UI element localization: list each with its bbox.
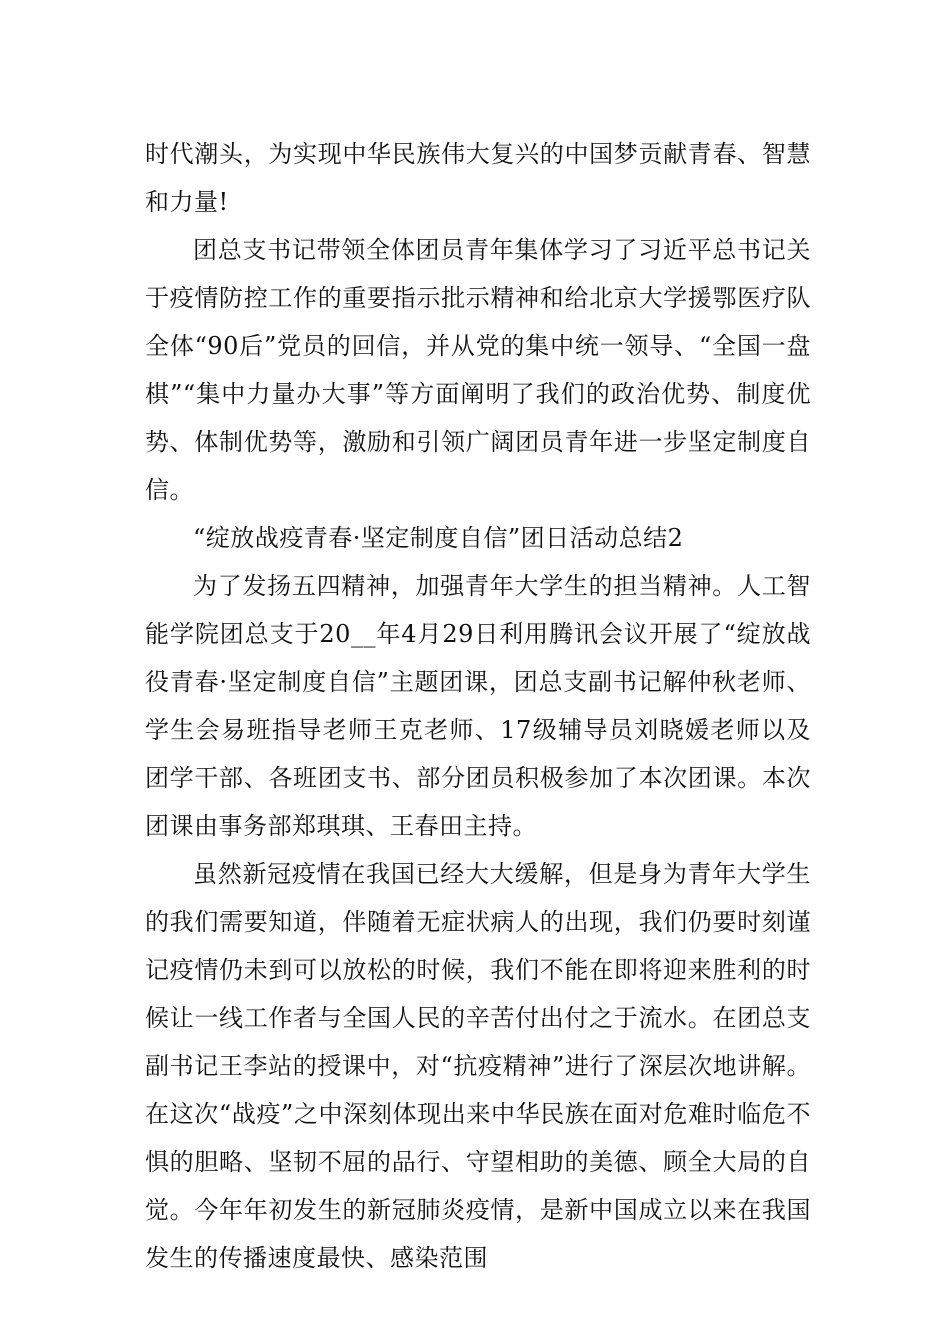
paragraph-continuation: 时代潮头，为实现中华民族伟大复兴的中国梦贡献青春、智慧和力量!: [145, 140, 811, 216]
paragraph-epidemic-spirit: 虽然新冠疫情在我国已经大大缓解，但是身为青年大学生的我们需要知道，伴随着无症状病人的出现，我们仍要时刻谨记疫情仍未到可以放松的时候，我们不能在即将迎来胜利的时候让一线工作者与全国人民的辛苦付出付之于流水。在团总支副书记王李站的授课中，对“抗疫精神”进行了深层次地讲解。在这次“战疫”之中深刻体现出来中华民族在面对危难时临危不惧的胆略、坚韧不屈的品行、守望相助的美德、顾全大局的自觉。今年年初发生的新冠肺炎疫情，是新中国成立以来在我国发生的传播速度最快、感染范围: [145, 860, 811, 1272]
paragraph-study-session: 团总支书记带领全体团员青年集体学习了习近平总书记关于疫情防控工作的重要指示批示精神和给北京大学援鄂医疗队全体“90后”党员的回信，并从党的集中统一领导、“全国一盘棋”“集中力量办大事”等方面阐明了我们的政治优势、制度优势、体制优势等，激励和引领广阔团员青年进一步坚定制度自信。: [145, 236, 811, 504]
section-heading: “绽放战疫青春·坚定制度自信”团日活动总结2: [193, 524, 684, 552]
paragraph-event-intro: 为了发扬五四精神，加强青年大学生的担当精神。人工智能学院团总支于20__年4月29日利用腾讯会议开展了“绽放战役青春·坚定制度自信”主题团课，团总支副书记解仲秋老师、学生会易班指导老师王克老师、17级辅导员刘晓媛老师以及团学干部、各班团支书、部分团员积极参加了本次团课。本次团课由事务部郑琪琪、王春田主持。: [145, 572, 811, 840]
document-body: [145, 130, 811, 1282]
